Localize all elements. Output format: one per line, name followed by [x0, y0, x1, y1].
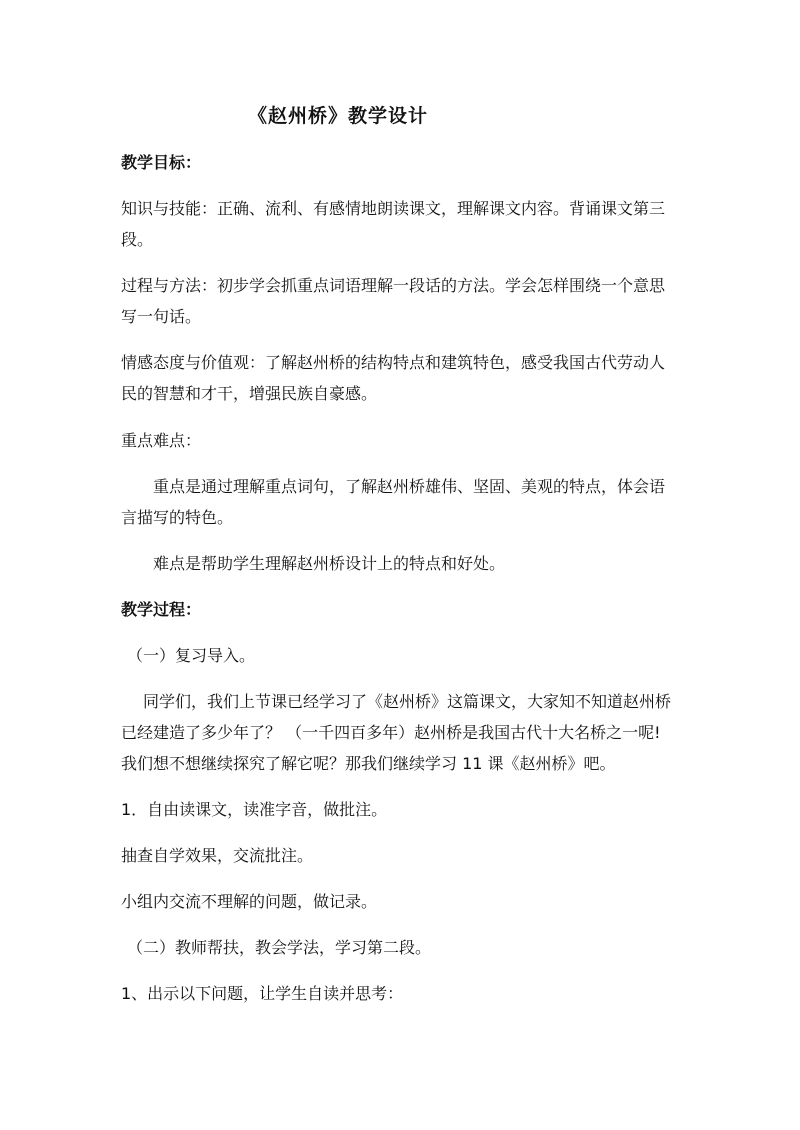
key-point-line-1: 重点是通过理解重点词句，了解赵州桥雄伟、坚固、美观的特点，体会语: [153, 477, 666, 496]
intro-line-2: 已经建造了多少年了？ （一千四百多年）赵州桥是我国古代十大名桥之一呢!: [121, 723, 661, 742]
emotion-line-2: 民的智慧和才干，增强民族自豪感。: [121, 384, 378, 403]
difficulty-heading: 重点难点：: [121, 431, 202, 450]
goals-heading: 教学目标：: [121, 153, 202, 172]
difficult-point-line: 难点是帮助学生理解赵州桥设计上的特点和好处。: [153, 554, 506, 573]
list-item-1: 1．自由读课文，读准字音，做批注。: [121, 800, 388, 819]
knowledge-line-2: 段。: [121, 230, 154, 249]
intro-line-1: 同学们，我们上节课已经学习了《赵州桥》这篇课文，大家知不知道赵州桥: [143, 692, 672, 711]
key-point-line-2: 言描写的特色。: [121, 508, 234, 527]
list-item-2: 抽查自学效果，交流批注。: [121, 846, 314, 865]
document-title: 《赵州桥》教学设计: [248, 105, 429, 127]
emotion-line-1: 情感态度与价值观：了解赵州桥的结构特点和建筑特色，感受我国古代劳动人: [121, 353, 666, 372]
step-two-heading: （二）教师帮扶，教会学法，学习第二段。: [127, 938, 432, 957]
intro-line-3: 我们想不想继续探究了解它呢？那我们继续学习 11 课《赵州桥》吧。: [121, 754, 616, 773]
list-item-4: 1、出示以下问题，让学生自读并思考：: [121, 984, 404, 1003]
list-item-3: 小组内交流不理解的问题，做记录。: [121, 892, 378, 911]
process-method-line-1: 过程与方法：初步学会抓重点词语理解一段话的方法。学会怎样围绕一个意思: [121, 276, 666, 295]
process-heading: 教学过程：: [121, 600, 202, 619]
process-method-line-2: 写一句话。: [121, 307, 202, 326]
step-one-heading: （一）复习导入。: [127, 646, 256, 665]
knowledge-line-1: 知识与技能：正确、流利、有感情地朗读课文，理解课文内容。背诵课文第三: [121, 199, 666, 218]
